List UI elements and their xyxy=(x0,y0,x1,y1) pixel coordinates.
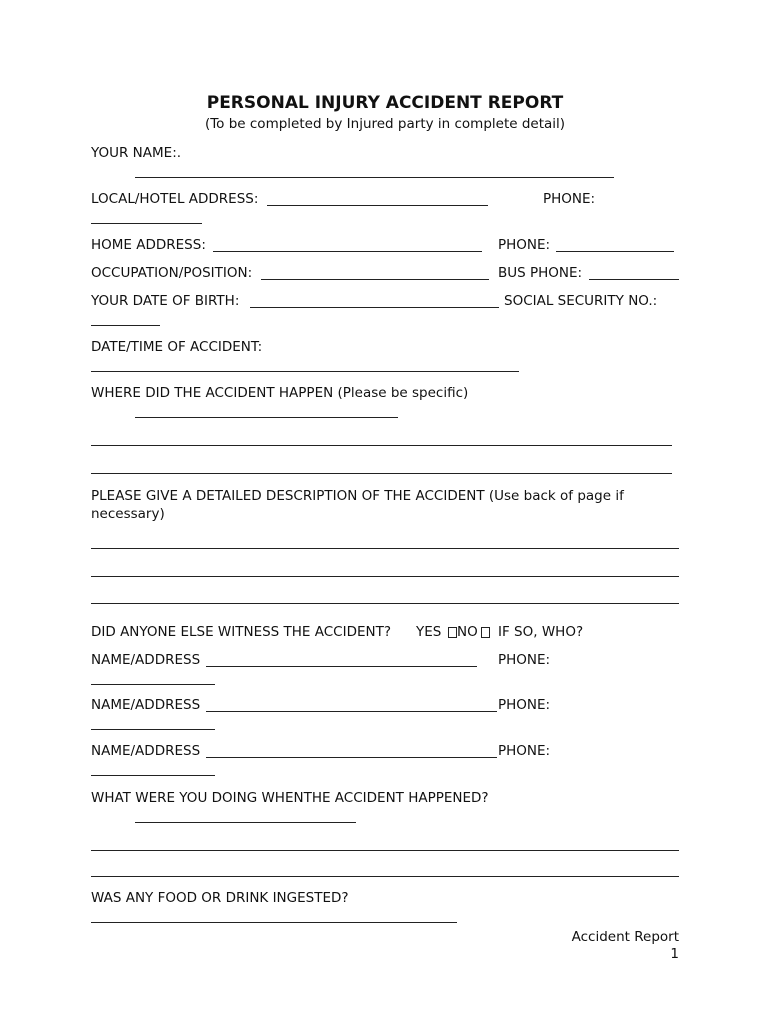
yes-checkbox[interactable] xyxy=(448,627,457,638)
doing-line-2[interactable] xyxy=(91,850,679,851)
witness-3-name-label: NAME/ADDRESS xyxy=(91,743,201,759)
bus-phone-label: BUS PHONE: xyxy=(498,265,583,281)
dob-label: YOUR DATE OF BIRTH: xyxy=(91,293,240,309)
home-address-label: HOME ADDRESS: xyxy=(91,237,206,253)
local-address-label: LOCAL/HOTEL ADDRESS: xyxy=(91,191,259,207)
ssn-line[interactable] xyxy=(91,325,160,326)
doing-label: WHAT WERE YOU DOING WHENTHE ACCIDENT HAPPENED? xyxy=(91,790,489,806)
food-label: WAS ANY FOOD OR DRINK INGESTED? xyxy=(91,890,349,906)
witness-label: DID ANYONE ELSE WITNESS THE ACCIDENT? xyxy=(91,624,392,640)
local-phone-line[interactable] xyxy=(91,223,202,224)
description-line-2[interactable] xyxy=(91,576,679,577)
witness-3-phone-label: PHONE: xyxy=(498,743,551,759)
date-time-line[interactable] xyxy=(91,371,519,372)
description-label-cont: necessary) xyxy=(91,506,165,522)
occupation-label: OCCUPATION/POSITION: xyxy=(91,265,253,281)
home-phone-label: PHONE: xyxy=(498,237,551,253)
food-line[interactable] xyxy=(91,922,457,923)
bus-phone-line[interactable] xyxy=(589,279,679,280)
page-number: 1 xyxy=(670,946,679,962)
your-name-label: YOUR NAME:. xyxy=(91,145,182,161)
witness-3-phone-line[interactable] xyxy=(91,775,215,776)
witness-3-name-line[interactable] xyxy=(206,757,497,758)
home-address-line[interactable] xyxy=(213,251,482,252)
witness-1-name-label: NAME/ADDRESS xyxy=(91,652,201,668)
witness-2-phone-label: PHONE: xyxy=(498,697,551,713)
description-line-3[interactable] xyxy=(91,603,679,604)
witness-1-phone-label: PHONE: xyxy=(498,652,551,668)
no-label: NO xyxy=(457,624,478,640)
yes-label: YES xyxy=(416,624,442,640)
description-line-1[interactable] xyxy=(91,548,679,549)
no-checkbox[interactable] xyxy=(481,627,490,638)
if-so-label: IF SO, WHO? xyxy=(498,624,584,640)
witness-1-name-line[interactable] xyxy=(206,666,477,667)
where-line-3[interactable] xyxy=(91,473,672,474)
home-phone-line[interactable] xyxy=(556,251,674,252)
description-label: PLEASE GIVE A DETAILED DESCRIPTION OF THE ACCIDENT (Use back of page if xyxy=(91,488,624,504)
doing-line-1[interactable] xyxy=(135,822,356,823)
doing-line-3[interactable] xyxy=(91,876,679,877)
witness-2-name-line[interactable] xyxy=(206,711,497,712)
witness-2-phone-line[interactable] xyxy=(91,729,215,730)
witness-2-name-label: NAME/ADDRESS xyxy=(91,697,201,713)
dob-line[interactable] xyxy=(250,307,499,308)
local-phone-label: PHONE: xyxy=(543,191,596,207)
where-line-2[interactable] xyxy=(91,445,672,446)
where-label: WHERE DID THE ACCIDENT HAPPEN (Please be specific) xyxy=(91,385,469,401)
footer xyxy=(572,929,679,963)
your-name-line[interactable] xyxy=(135,177,614,178)
footer-label: Accident Report xyxy=(571,929,679,945)
witness-1-phone-line[interactable] xyxy=(91,684,215,685)
page-subtitle: (To be completed by Injured party in complete detail) xyxy=(204,116,566,132)
occupation-line[interactable] xyxy=(261,279,489,280)
ssn-label: SOCIAL SECURITY NO.: xyxy=(504,293,658,309)
page-title: PERSONAL INJURY ACCIDENT REPORT xyxy=(206,93,564,113)
date-time-label: DATE/TIME OF ACCIDENT: xyxy=(91,339,263,355)
local-address-line[interactable] xyxy=(267,205,488,206)
where-line-1[interactable] xyxy=(135,417,398,418)
